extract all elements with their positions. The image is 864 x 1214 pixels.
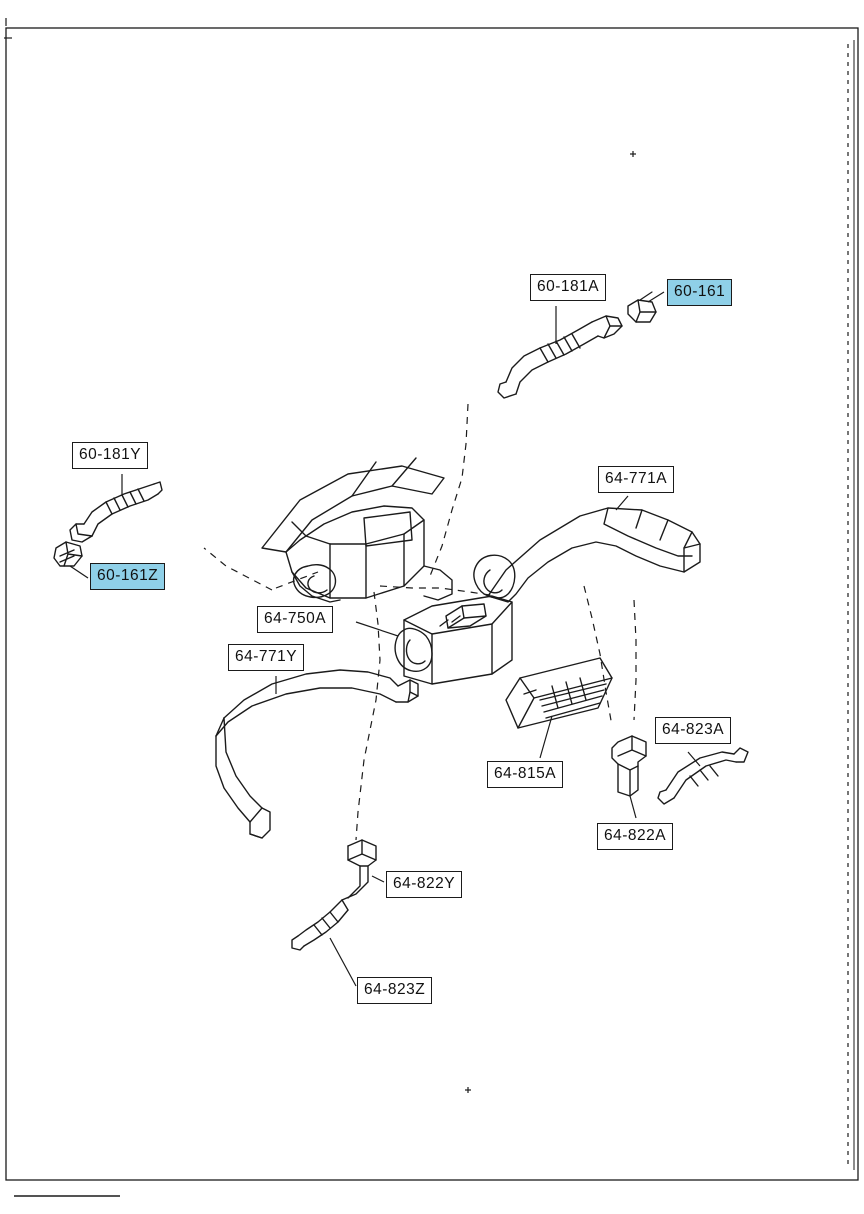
callout-64-823a[interactable]: 64-823A (655, 717, 731, 744)
callout-64-815a[interactable]: 64-815A (487, 761, 563, 788)
callout-60-161z[interactable]: 60-161Z (90, 563, 165, 590)
callout-64-823z[interactable]: 64-823Z (357, 977, 432, 1004)
callout-64-771y[interactable]: 64-771Y (228, 644, 304, 671)
callout-60-181a[interactable]: 60-181A (530, 274, 606, 301)
callout-64-750a[interactable]: 64-750A (257, 606, 333, 633)
callout-64-822a[interactable]: 64-822A (597, 823, 673, 850)
callout-64-822y[interactable]: 64-822Y (386, 871, 462, 898)
callout-64-771a[interactable]: 64-771A (598, 466, 674, 493)
callout-60-161[interactable]: 60-161 (667, 279, 732, 306)
callout-60-181y[interactable]: 60-181Y (72, 442, 148, 469)
